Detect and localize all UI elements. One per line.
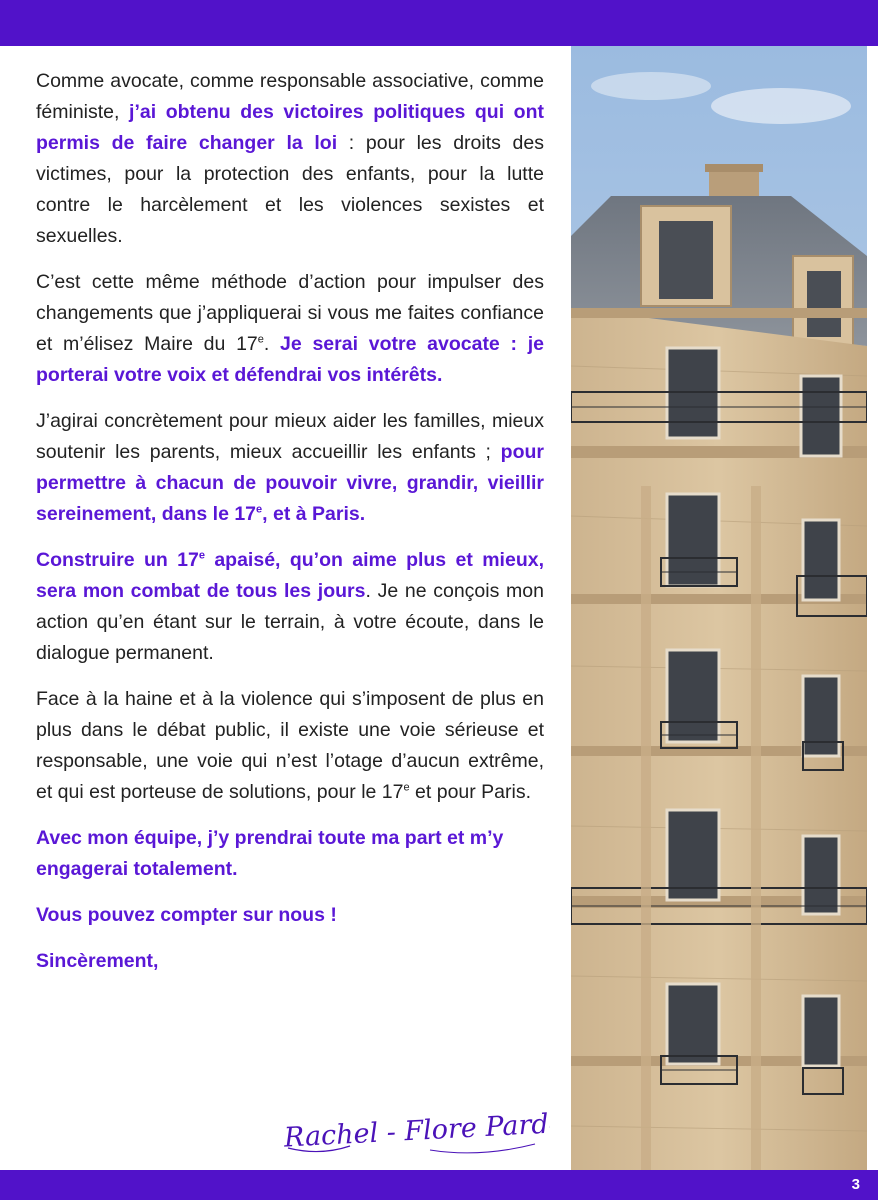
paragraph-3 <box>36 406 544 530</box>
page-number: 3 <box>851 1176 860 1193</box>
ordinal-sup: e <box>256 503 263 516</box>
ordinal-sup: e <box>257 333 264 346</box>
letter-body <box>36 66 544 992</box>
building-photo <box>571 46 867 1170</box>
paragraph-6: Avec mon équipe, j’y prendrai toute ma part et m’y engagerai totalement. <box>36 827 504 880</box>
text-run: et pour Paris. <box>409 781 532 803</box>
ordinal-sup: e <box>198 549 205 562</box>
handwritten-signature <box>280 1088 550 1168</box>
paragraph-1 <box>36 66 544 252</box>
paragraph-4 <box>36 545 544 669</box>
ordinal-sup: e <box>403 781 410 794</box>
highlight-run: Je serai votre avocate : je porterai votre voix et défendrai vos intérêts. <box>36 333 544 386</box>
text-run: apaisé, qu’on aime plus et mieux, sera mon combat de tous les jours <box>36 549 544 602</box>
highlight-run: j’ai obtenu des victoires politiques qui ont permis de faire changer la loi <box>36 101 544 154</box>
bottom-accent-bar <box>0 1170 878 1200</box>
text-run: pour permettre à chacun de pouvoir vivre, grandir, vieillir sereinement, dans le 17 <box>36 441 544 525</box>
top-accent-bar <box>0 0 878 46</box>
text-run: . <box>263 333 281 355</box>
signature-text: Rachel - Flore Pardo <box>283 1107 550 1154</box>
text-run: , et à Paris. <box>262 503 366 525</box>
paragraph-5 <box>36 684 544 808</box>
text-run: Construire un 17 <box>36 549 199 571</box>
text-run: J’agirai concrètement pour mieux aider les familles, mieux soutenir les parents, mieux accueillir les enfants ; <box>36 410 544 463</box>
text-run: Comme avocate, comme responsable associative, comme féministe, <box>36 70 544 123</box>
paragraph-2 <box>36 267 544 391</box>
text-run: . Je ne conçois mon action qu’en étant sur le terrain, à votre écoute, dans le dialogue permanent. <box>36 580 544 664</box>
closing: Sincèrement, <box>36 950 159 972</box>
paragraph-7: Vous pouvez compter sur nous ! <box>36 904 337 926</box>
text-run: : pour les droits des victimes, pour la protection des enfants, pour la lutte contre le harcèlement et les violences sexistes et sexuelles. <box>36 132 544 247</box>
text-run: C’est cette même méthode d’action pour impulser des changements que j’appliquerai si vous me faites confiance et m’élisez Maire du 17 <box>36 271 544 355</box>
text-run: Face à la haine et à la violence qui s’imposent de plus en plus dans le débat public, il existe une voie sérieuse et responsable, une voie qui n’est l’otage d’aucun extrême, et qui est porteuse de solutions, pour le 17 <box>36 688 544 803</box>
